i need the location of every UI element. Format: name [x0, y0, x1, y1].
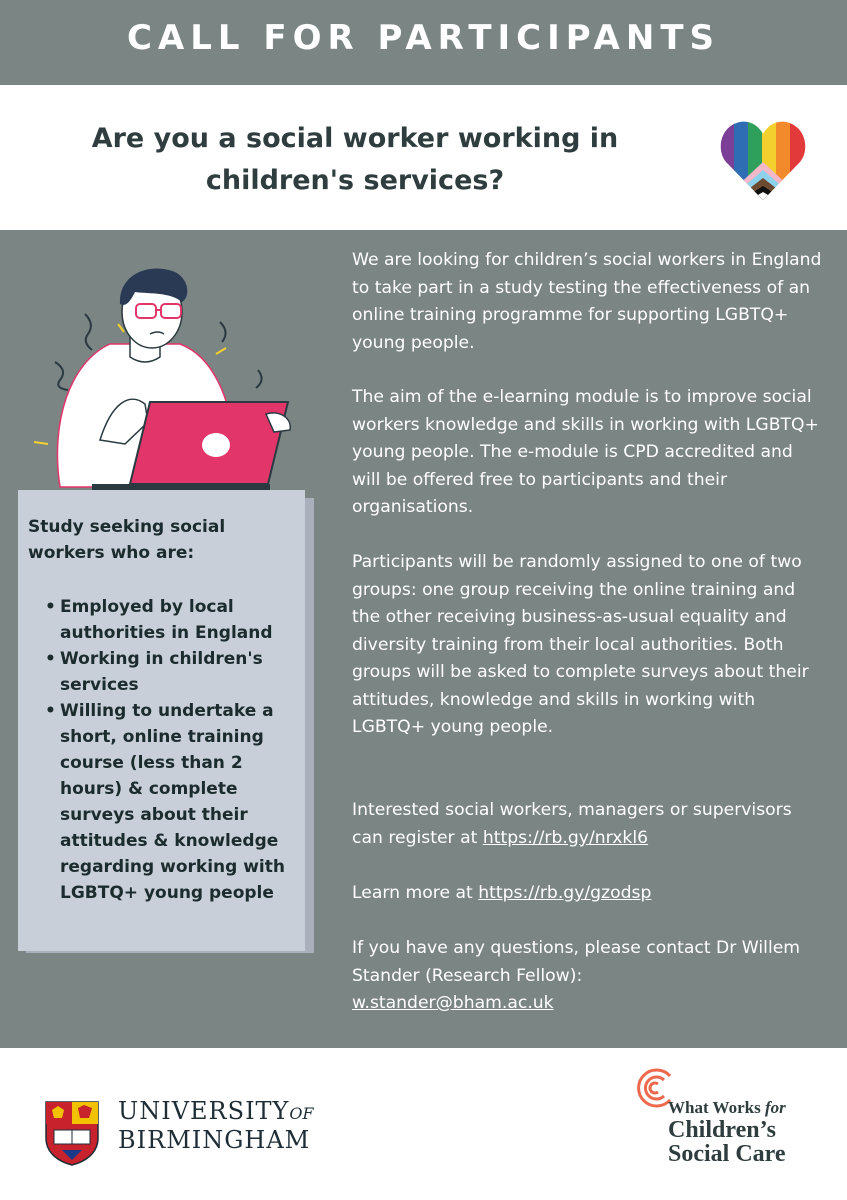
paragraph-intro: We are looking for children’s social workers in England to take part in a study testing the effectiveness of an online training programme for supporting LGBTQ+ young people.	[352, 250, 822, 353]
criteria-item-employed: • Employed by local authorities in England	[28, 594, 303, 646]
uob-line-2: BIRMINGHAM	[118, 1126, 311, 1154]
criteria-item-childrens-services: • Working in children's services	[28, 646, 303, 698]
person-with-laptop-illustration	[30, 262, 310, 497]
paragraph-register	[352, 797, 822, 852]
paragraph-groups: Participants will be randomly assigned to one of two groups: one group receiving the online training and the other receiving business-as-usual equality and diversity training from their local authorities. Both groups will be asked to complete surveys about their attitudes, knowledge and skills in working with LGBTQ+ young people.	[352, 552, 809, 737]
paragraph-aim: The aim of the e-learning module is to improve social workers knowledge and skills in working with LGBTQ+ young people. The e-module is CPD accredited and will be offered free to participants and their organisations.	[352, 387, 819, 517]
contact-email-link[interactable]: w.stander@bham.ac.uk	[352, 993, 554, 1013]
contact-text: If you have any questions, please contact Dr Willem Stander (Research Fellow):	[352, 938, 801, 986]
criteria-box	[18, 490, 305, 951]
criteria-title: Study seeking social workers who are:	[28, 517, 226, 563]
page-title: CALL FOR PARTICIPANTS	[126, 18, 721, 58]
uob-line-1: UNIVERSITY	[118, 1097, 290, 1125]
criteria-item-willing: • Willing to undertake a short, online training course (less than 2 hours) & complete surveys about their attitudes & knowledge regarding working with LGBTQ+ young people	[28, 698, 303, 906]
progress-pride-heart-icon	[720, 118, 806, 202]
headline-line-2: children's services?	[205, 165, 505, 196]
what-works-wordmark	[668, 1098, 838, 1166]
headline-line-1: Are you a social worker working in	[91, 123, 619, 154]
headline	[80, 118, 630, 202]
university-crest-icon	[44, 1100, 100, 1166]
ww-line-1b: for	[765, 1098, 786, 1117]
paragraph-contact	[352, 935, 822, 1018]
learn-more-text: Learn more at	[352, 883, 479, 903]
learn-more-link[interactable]: https://rb.gy/gzodsp	[478, 883, 652, 903]
university-of-birmingham-wordmark	[118, 1098, 314, 1153]
register-link[interactable]: https://rb.gy/nrxkl6	[482, 827, 649, 848]
paragraph-learn-more	[352, 880, 822, 908]
register-text: Interested social workers, managers or supervisors can register at	[352, 800, 792, 848]
ww-line-3: Social Care	[668, 1141, 786, 1167]
criteria-list	[28, 594, 303, 906]
ww-line-2: Children’s	[668, 1117, 777, 1143]
uob-of: OF	[289, 1104, 314, 1123]
ww-line-1a: What Works	[668, 1098, 765, 1117]
